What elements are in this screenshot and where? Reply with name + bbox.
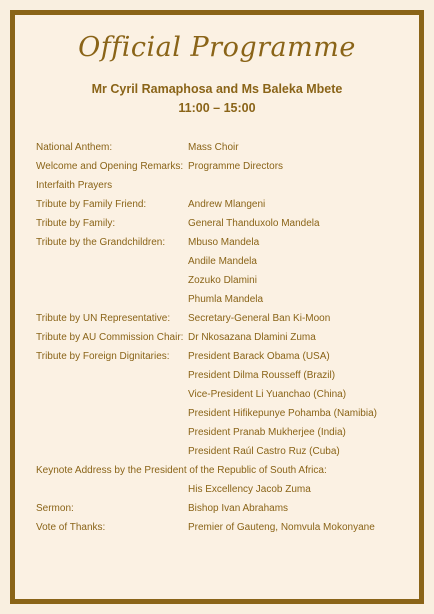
programme-row — [36, 480, 416, 499]
programme-item-label: Sermon: — [36, 503, 74, 514]
programme-item-speaker: Andile Mandela — [188, 256, 257, 267]
programme-row — [36, 252, 416, 271]
programme-item-label: Tribute by UN Representative: — [36, 313, 171, 324]
programme-list — [36, 138, 416, 537]
programme-row — [36, 404, 416, 423]
programme-item-speaker: Premier of Gauteng, Nomvula Mokonyane — [188, 522, 375, 533]
programme-item-speaker: Dr Nkosazana Dlamini Zuma — [188, 332, 316, 343]
programme-item-speaker: His Excellency Jacob Zuma — [188, 484, 311, 495]
programme-item-speaker: Secretary-General Ban Ki-Moon — [188, 313, 331, 324]
programme-row — [36, 309, 416, 328]
programme-item-speaker: President Raúl Castro Ruz (Cuba) — [188, 446, 340, 457]
programme-item-speaker: Phumla Mandela — [188, 294, 264, 305]
programme-item-speaker: President Barack Obama (USA) — [188, 351, 330, 362]
programme-item-label: Tribute by the Grandchildren: — [36, 237, 166, 248]
programme-row — [36, 176, 416, 195]
programme-row — [36, 347, 416, 366]
programme-item-speaker: Vice-President Li Yuanchao (China) — [188, 389, 347, 400]
programme-row — [36, 423, 416, 442]
programme-item-speaker: President Hifikepunye Pohamba (Namibia) — [188, 408, 377, 419]
programme-item-label: Tribute by Family Friend: — [36, 199, 147, 210]
programme-row — [36, 385, 416, 404]
programme-item-label: Tribute by AU Commission Chair: — [36, 332, 184, 343]
programme-item-speaker: General Thanduxolo Mandela — [188, 218, 320, 229]
programme-item-label: Keynote Address by the President of the Republic of South Africa: — [36, 465, 327, 476]
programme-row — [36, 214, 416, 233]
programme-item-speaker: Mass Choir — [188, 142, 239, 153]
page-title: Official Programme — [78, 32, 356, 63]
programme-item-speaker: President Dilma Rousseff (Brazil) — [188, 370, 336, 381]
programme-row — [36, 518, 416, 537]
programme-row — [36, 499, 416, 518]
page-subtitle: Mr Cyril Ramaphosa and Ms Baleka Mbete — [91, 82, 343, 96]
programme-item-label: Tribute by Foreign Dignitaries: — [36, 351, 170, 362]
programme-row — [36, 442, 416, 461]
programme-item-label: Welcome and Opening Remarks: — [36, 161, 184, 172]
programme-row — [36, 328, 416, 347]
event-time: 11:00 – 15:00 — [178, 101, 256, 115]
programme-item-label: Tribute by Family: — [36, 218, 116, 229]
programme-row — [36, 290, 416, 309]
programme-row — [36, 195, 416, 214]
programme-item-speaker: Zozuko Dlamini — [188, 275, 257, 286]
programme-item-label: Vote of Thanks: — [36, 522, 106, 533]
programme-row — [36, 366, 416, 385]
programme-row — [36, 233, 416, 252]
programme-row — [36, 461, 416, 480]
programme-item-label: Interfaith Prayers — [36, 180, 113, 191]
programme-row — [36, 138, 416, 157]
programme-row — [36, 271, 416, 290]
programme-row — [36, 157, 416, 176]
programme-item-speaker: Programme Directors — [188, 161, 284, 172]
programme-item-label: National Anthem: — [36, 142, 113, 153]
programme-item-speaker: Mbuso Mandela — [188, 237, 260, 248]
programme-item-speaker: Bishop Ivan Abrahams — [188, 503, 289, 514]
programme-item-speaker: President Pranab Mukherjee (India) — [188, 427, 346, 438]
programme-item-speaker: Andrew Mlangeni — [188, 199, 266, 210]
